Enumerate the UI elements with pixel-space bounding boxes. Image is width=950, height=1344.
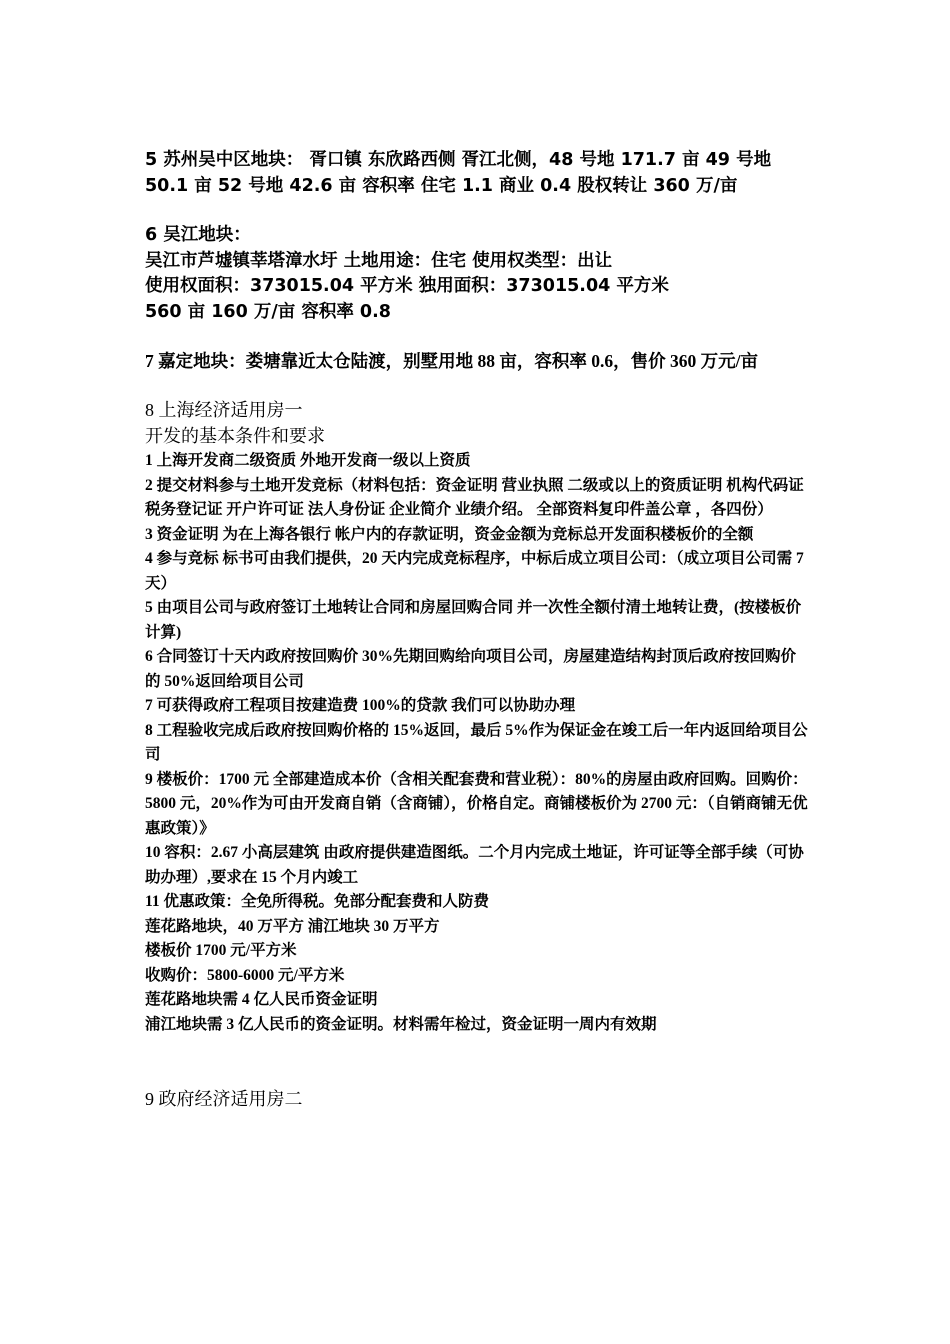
list-item: 4 参与竞标 标书可由我们提供，20 天内完成竞标程序，中标后成立项目公司：（成立项目公司需 7 天） [145, 550, 804, 592]
list-item: 10 容积：2.67 小高层建筑 由政府提供建造图纸。二个月内完成土地证，许可证等全部手续（可协助办理）,要求在 15 个月内竣工 [145, 844, 804, 886]
list-item: 9 楼板价：1700 元 全部建造成本价（含相关配套费和营业税）：80%的房屋由政府回购。回购价：5800 元，20%作为可由开发商自销（含商铺），价格自定。商铺楼板价为 2700 元：（自销商铺无优惠政策）》 [145, 770, 808, 837]
list-item: 7 可获得政府工程项目按建造费 100%的贷款 我们可以协助办理 [145, 697, 576, 714]
section-8-subtitle: 开发的基本条件和要求 [145, 425, 325, 446]
section-6-line-2: 使用权面积：373015.04 平方米 独用面积：373015.04 平方米 [145, 276, 669, 296]
list-item: 8 工程验收完成后政府按回购价格的 15%返回，最后 5%作为保证金在竣工后一年内返回给项目公司 [145, 721, 808, 763]
list-item: 收购价：5800-6000 元/平方米 [145, 966, 345, 984]
spacer [145, 325, 810, 349]
list-item: 楼板价 1700 元/平方米 [145, 942, 297, 959]
spacer [145, 374, 810, 398]
spacer [145, 199, 810, 223]
section-9-title: 9 政府经济适用房二 [145, 1089, 303, 1109]
list-item: 浦江地块需 3 亿人民币的资金证明。材料需年检过，资金证明一周内有效期 [145, 1015, 657, 1033]
section-6-line-3: 560 亩 160 万/亩 容积率 0.8 [145, 301, 391, 322]
section-6-title: 6 吴江地块： [145, 225, 251, 245]
section-7-paragraph: 7 嘉定地块：娄塘靠近太仓陆渡，别墅用地 88 亩，容积率 0.6，售价 360 万元/亩 [145, 351, 758, 371]
section-6-line-1: 吴江市芦墟镇莘塔漳水圩 土地用途：住宅 使用权类型：出让 [145, 250, 613, 271]
list-item: 莲花路地块，40 万平方 浦江地块 30 万平方 [145, 917, 440, 935]
list-item: 1 上海开发商二级资质 外地开发商一级以上资质 [145, 452, 471, 469]
list-item: 11 优惠政策：全免所得税。免部分配套费和人防费 [145, 893, 490, 910]
document-body [145, 148, 810, 1112]
section-8-title: 8 上海经济适用房一 [145, 400, 303, 420]
list-item: 2 提交材料参与土地开发竞标（材料包括：资金证明 营业执照 二级或以上的资质证明 机构代码证 税务登记证 开户许可证 法人身份证 企业简介 业绩介绍。 全部资料复印件盖公章 ，各四份） [145, 476, 804, 518]
list-item: 6 合同签订十天内政府按回购价 30%先期回购给向项目公司，房屋建造结构封顶后政府按回购价的 50%返回给项目公司 [145, 648, 797, 690]
list-item: 3 资金证明 为在上海各银行 帐户内的存款证明，资金金额为竞标总开发面积楼板价的全额 [145, 525, 754, 543]
list-item: 5 由项目公司与政府签订土地转让合同和房屋回购合同 并一次性全额付清土地转让费，(按楼板价计算) [145, 599, 802, 641]
section-5-paragraph: 5 苏州吴中区地块： 胥口镇 东欣路西侧 胥江北侧，48 号地 171.7 亩 49 号地 50.1 亩 52 号地 42.6 亩 容积率 住宅 1.1 商业 0.4 股权转让 360 万/亩 [145, 150, 772, 196]
spacer [145, 1037, 810, 1087]
list-item: 莲花路地块需 4 亿人民币资金证明 [145, 991, 378, 1008]
